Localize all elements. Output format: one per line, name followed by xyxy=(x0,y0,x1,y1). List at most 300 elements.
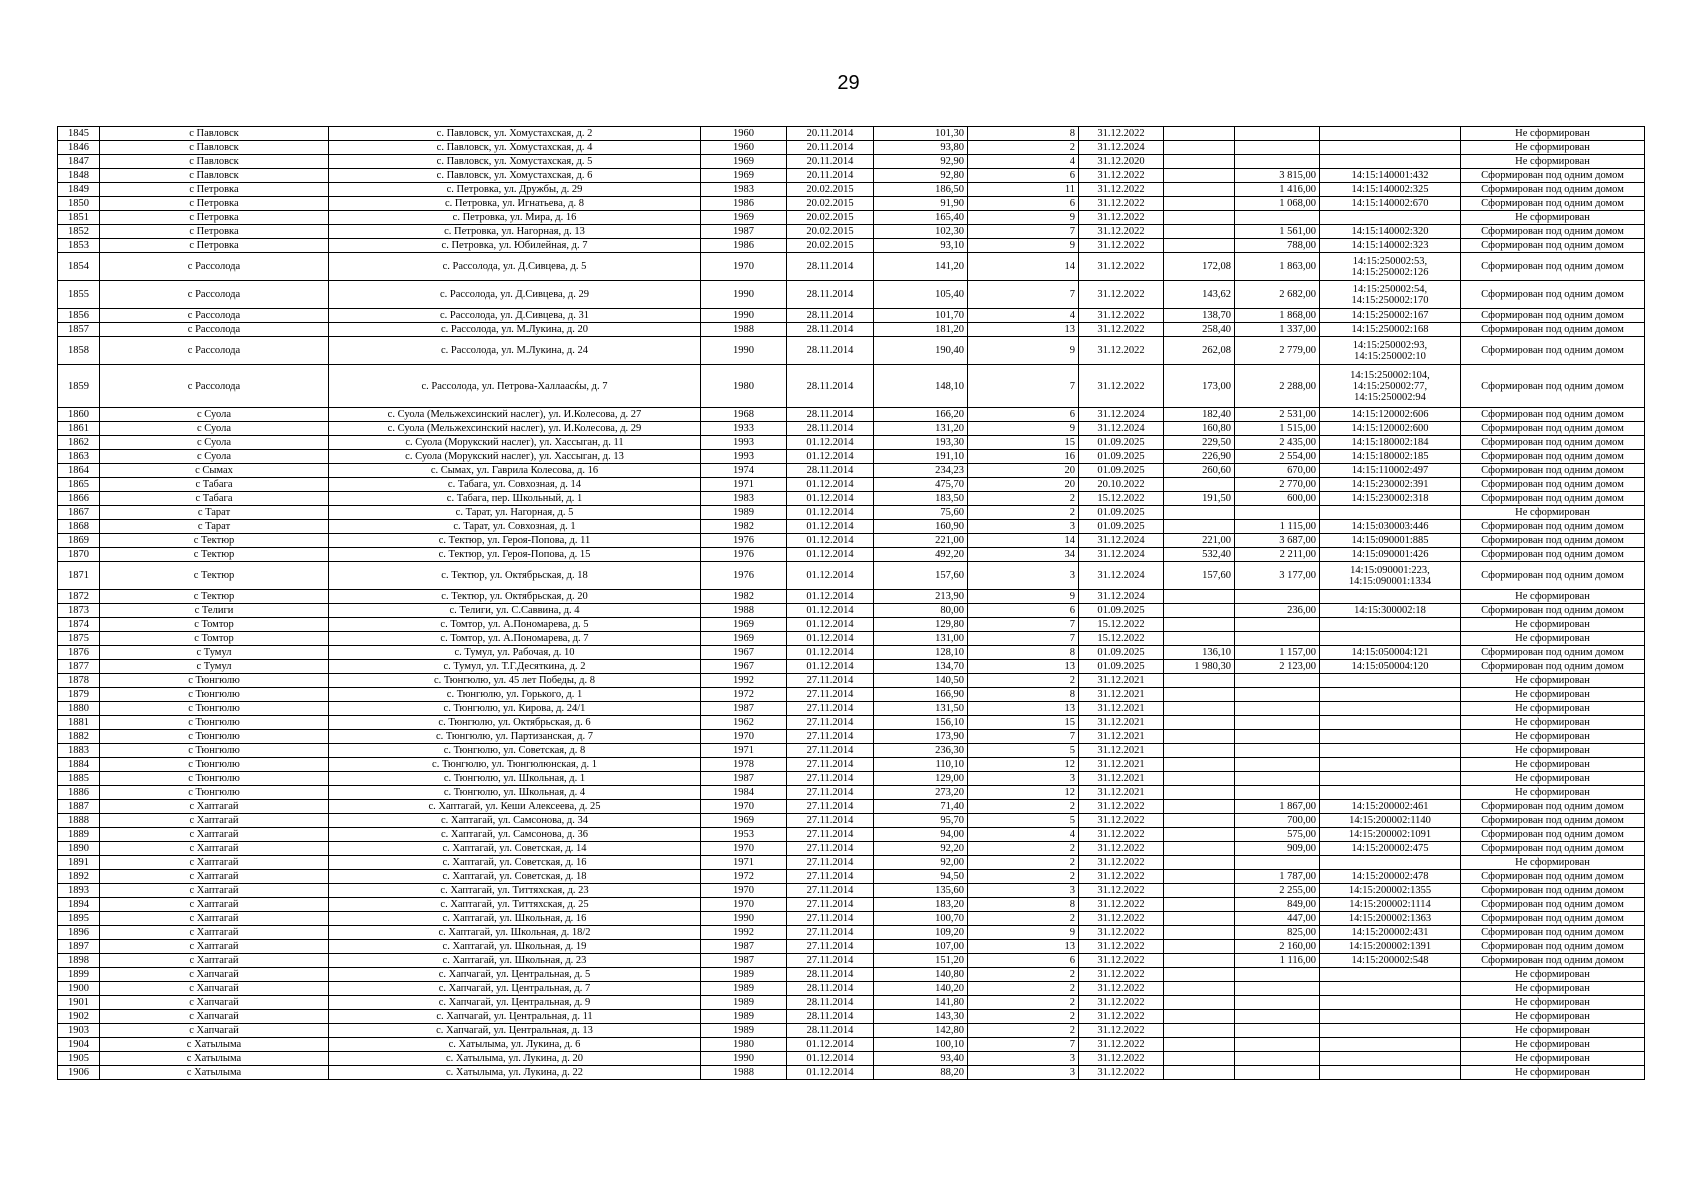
cell-living-area xyxy=(1164,688,1235,702)
cell-year-built: 1990 xyxy=(701,337,787,365)
cell-area: 181,20 xyxy=(874,323,968,337)
cell-land-plot-status: Сформирован под одним домом xyxy=(1461,926,1645,940)
cell-cadastral-number xyxy=(1320,968,1461,982)
cell-settlement: с Павловск xyxy=(100,155,329,169)
cell-inclusion-date: 20.11.2014 xyxy=(787,155,874,169)
cell-address: с. Хаптагай, ул. Советская, д. 14 xyxy=(329,842,701,856)
cell-inclusion-date: 28.11.2014 xyxy=(787,365,874,408)
cell-relocation-deadline: 31.12.2024 xyxy=(1079,422,1164,436)
cell-row-number: 1895 xyxy=(58,912,100,926)
cell-settlement: с Хапчагай xyxy=(100,1010,329,1024)
cell-land-plot-status: Сформирован под одним домом xyxy=(1461,225,1645,239)
cell-land-plot-status: Сформирован под одним домом xyxy=(1461,337,1645,365)
cell-cadastral-number xyxy=(1320,674,1461,688)
cell-inclusion-date: 28.11.2014 xyxy=(787,323,874,337)
cell-inclusion-date: 27.11.2014 xyxy=(787,954,874,968)
cell-land-plot-area: 3 687,00 xyxy=(1235,534,1320,548)
cell-cadastral-number: 14:15:180002:185 xyxy=(1320,450,1461,464)
cell-area: 131,00 xyxy=(874,632,968,646)
cell-inclusion-date: 01.12.2014 xyxy=(787,618,874,632)
cell-row-number: 1852 xyxy=(58,225,100,239)
cell-row-number: 1887 xyxy=(58,800,100,814)
cell-year-built: 1953 xyxy=(701,828,787,842)
cell-living-area: 157,60 xyxy=(1164,562,1235,590)
cell-residents-count: 3 xyxy=(968,1052,1079,1066)
cell-cadastral-number xyxy=(1320,1066,1461,1080)
cell-residents-count: 2 xyxy=(968,1024,1079,1038)
cell-year-built: 1983 xyxy=(701,492,787,506)
cell-living-area xyxy=(1164,604,1235,618)
cell-inclusion-date: 20.11.2014 xyxy=(787,127,874,141)
cell-cadastral-number: 14:15:200002:1363 xyxy=(1320,912,1461,926)
cell-land-plot-area: 2 779,00 xyxy=(1235,337,1320,365)
table-row xyxy=(58,197,1645,211)
cell-area: 475,70 xyxy=(874,478,968,492)
cell-relocation-deadline: 31.12.2022 xyxy=(1079,856,1164,870)
cell-row-number: 1894 xyxy=(58,898,100,912)
cell-inclusion-date: 28.11.2014 xyxy=(787,464,874,478)
cell-land-plot-status: Сформирован под одним домом xyxy=(1461,436,1645,450)
cell-settlement: с Тюнгюлю xyxy=(100,758,329,772)
cell-living-area xyxy=(1164,155,1235,169)
cell-living-area xyxy=(1164,632,1235,646)
table-row xyxy=(58,632,1645,646)
cell-land-plot-status: Не сформирован xyxy=(1461,744,1645,758)
table-row xyxy=(58,590,1645,604)
cell-cadastral-number: 14:15:200002:1114 xyxy=(1320,898,1461,912)
cell-living-area xyxy=(1164,758,1235,772)
table-row xyxy=(58,674,1645,688)
cell-residents-count: 4 xyxy=(968,155,1079,169)
table-row xyxy=(58,422,1645,436)
cell-cadastral-number: 14:15:120002:606 xyxy=(1320,408,1461,422)
cell-year-built: 1976 xyxy=(701,534,787,548)
cell-address: с. Петровка, ул. Мира, д. 16 xyxy=(329,211,701,225)
cell-residents-count: 2 xyxy=(968,968,1079,982)
cell-inclusion-date: 27.11.2014 xyxy=(787,702,874,716)
cell-area: 148,10 xyxy=(874,365,968,408)
cell-land-plot-area: 1 863,00 xyxy=(1235,253,1320,281)
cell-address: с. Тюнгюлю, ул. 45 лет Победы, д. 8 xyxy=(329,674,701,688)
cell-year-built: 1982 xyxy=(701,520,787,534)
cell-settlement: с Суола xyxy=(100,436,329,450)
cell-relocation-deadline: 31.12.2024 xyxy=(1079,408,1164,422)
table-row xyxy=(58,534,1645,548)
cell-relocation-deadline: 01.09.2025 xyxy=(1079,450,1164,464)
cell-living-area xyxy=(1164,842,1235,856)
cell-year-built: 1992 xyxy=(701,926,787,940)
cell-relocation-deadline: 31.12.2022 xyxy=(1079,253,1164,281)
cell-cadastral-number: 14:15:090001:885 xyxy=(1320,534,1461,548)
cell-year-built: 1968 xyxy=(701,408,787,422)
cell-year-built: 1971 xyxy=(701,744,787,758)
cell-row-number: 1892 xyxy=(58,870,100,884)
cell-relocation-deadline: 31.12.2022 xyxy=(1079,1066,1164,1080)
cell-cadastral-number xyxy=(1320,772,1461,786)
table-row xyxy=(58,127,1645,141)
cell-address: с. Тумул, ул. Т.Г.Десяткина, д. 2 xyxy=(329,660,701,674)
cell-year-built: 1986 xyxy=(701,197,787,211)
cell-address: с. Тюнгюлю, ул. Школьная, д. 1 xyxy=(329,772,701,786)
cell-land-plot-area xyxy=(1235,758,1320,772)
cell-settlement: с Хаптагай xyxy=(100,814,329,828)
cell-row-number: 1856 xyxy=(58,309,100,323)
cell-settlement: с Тюнгюлю xyxy=(100,772,329,786)
cell-settlement: с Рассолода xyxy=(100,309,329,323)
cell-land-plot-status: Сформирован под одним домом xyxy=(1461,253,1645,281)
cell-inclusion-date: 27.11.2014 xyxy=(787,828,874,842)
cell-year-built: 1960 xyxy=(701,127,787,141)
cell-living-area xyxy=(1164,141,1235,155)
cell-row-number: 1849 xyxy=(58,183,100,197)
cell-land-plot-area: 1 116,00 xyxy=(1235,954,1320,968)
cell-residents-count: 8 xyxy=(968,688,1079,702)
cell-inclusion-date: 28.11.2014 xyxy=(787,422,874,436)
cell-area: 236,30 xyxy=(874,744,968,758)
cell-address: с. Хапчагай, ул. Центральная, д. 9 xyxy=(329,996,701,1010)
cell-row-number: 1869 xyxy=(58,534,100,548)
cell-inclusion-date: 01.12.2014 xyxy=(787,548,874,562)
cell-residents-count: 12 xyxy=(968,758,1079,772)
cell-settlement: с Тумул xyxy=(100,646,329,660)
cell-residents-count: 11 xyxy=(968,183,1079,197)
cell-cadastral-number: 14:15:300002:18 xyxy=(1320,604,1461,618)
cell-cadastral-number: 14:15:140001:432 xyxy=(1320,169,1461,183)
cell-land-plot-area: 1 787,00 xyxy=(1235,870,1320,884)
cell-land-plot-area xyxy=(1235,730,1320,744)
cell-relocation-deadline: 31.12.2020 xyxy=(1079,155,1164,169)
cell-cadastral-number: 14:15:230002:391 xyxy=(1320,478,1461,492)
cell-address: с. Петровка, ул. Нагорная, д. 13 xyxy=(329,225,701,239)
cell-cadastral-number: 14:15:250002:167 xyxy=(1320,309,1461,323)
cell-cadastral-number xyxy=(1320,744,1461,758)
cell-cadastral-number xyxy=(1320,141,1461,155)
cell-address: с. Хаптагай, ул. Школьная, д. 16 xyxy=(329,912,701,926)
cell-land-plot-status: Сформирован под одним домом xyxy=(1461,870,1645,884)
cell-inclusion-date: 27.11.2014 xyxy=(787,772,874,786)
cell-area: 140,50 xyxy=(874,674,968,688)
cell-residents-count: 2 xyxy=(968,842,1079,856)
cell-living-area xyxy=(1164,618,1235,632)
cell-area: 93,10 xyxy=(874,239,968,253)
cell-cadastral-number: 14:15:250002:53, 14:15:250002:126 xyxy=(1320,253,1461,281)
cell-inclusion-date: 01.12.2014 xyxy=(787,632,874,646)
cell-land-plot-area: 2 435,00 xyxy=(1235,436,1320,450)
cell-year-built: 1984 xyxy=(701,786,787,800)
cell-cadastral-number: 14:15:090001:223, 14:15:090001:1334 xyxy=(1320,562,1461,590)
table-row xyxy=(58,211,1645,225)
cell-living-area xyxy=(1164,127,1235,141)
cell-settlement: с Хаптагай xyxy=(100,912,329,926)
cell-year-built: 1970 xyxy=(701,842,787,856)
cell-year-built: 1987 xyxy=(701,940,787,954)
cell-inclusion-date: 27.11.2014 xyxy=(787,940,874,954)
cell-settlement: с Хаптагай xyxy=(100,954,329,968)
cell-address: с. Хатылыма, ул. Лукина, д. 22 xyxy=(329,1066,701,1080)
cell-year-built: 1970 xyxy=(701,253,787,281)
cell-cadastral-number: 14:15:120002:600 xyxy=(1320,422,1461,436)
cell-row-number: 1861 xyxy=(58,422,100,436)
cell-land-plot-area: 700,00 xyxy=(1235,814,1320,828)
cell-relocation-deadline: 31.12.2021 xyxy=(1079,716,1164,730)
cell-inclusion-date: 20.11.2014 xyxy=(787,141,874,155)
cell-residents-count: 13 xyxy=(968,660,1079,674)
cell-address: с. Рассолода, ул. Д.Сивцева, д. 31 xyxy=(329,309,701,323)
cell-living-area: 229,50 xyxy=(1164,436,1235,450)
cell-living-area xyxy=(1164,968,1235,982)
cell-land-plot-area: 2 554,00 xyxy=(1235,450,1320,464)
cell-address: с. Суола (Мельжехсинский наслег), ул. И.Колесова, д. 27 xyxy=(329,408,701,422)
cell-area: 140,20 xyxy=(874,982,968,996)
cell-cadastral-number xyxy=(1320,1024,1461,1038)
cell-address: с. Томтор, ул. А.Пономарева, д. 5 xyxy=(329,618,701,632)
table-row xyxy=(58,365,1645,408)
cell-cadastral-number: 14:15:180002:184 xyxy=(1320,436,1461,450)
cell-living-area xyxy=(1164,183,1235,197)
cell-inclusion-date: 20.02.2015 xyxy=(787,183,874,197)
cell-inclusion-date: 01.12.2014 xyxy=(787,604,874,618)
cell-year-built: 1969 xyxy=(701,814,787,828)
cell-land-plot-status: Не сформирован xyxy=(1461,730,1645,744)
cell-land-plot-status: Сформирован под одним домом xyxy=(1461,239,1645,253)
table-row xyxy=(58,1024,1645,1038)
cell-land-plot-area xyxy=(1235,688,1320,702)
cell-settlement: с Рассолода xyxy=(100,281,329,309)
cell-year-built: 1976 xyxy=(701,562,787,590)
cell-settlement: с Тарат xyxy=(100,520,329,534)
cell-cadastral-number xyxy=(1320,1038,1461,1052)
cell-address: с. Хаптагай, ул. Школьная, д. 23 xyxy=(329,954,701,968)
cell-living-area: 260,60 xyxy=(1164,464,1235,478)
cell-residents-count: 8 xyxy=(968,646,1079,660)
page-number: 29 xyxy=(837,72,860,94)
cell-area: 92,20 xyxy=(874,842,968,856)
cell-cadastral-number: 14:15:250002:93, 14:15:250002:10 xyxy=(1320,337,1461,365)
cell-settlement: с Хаптагай xyxy=(100,940,329,954)
cell-living-area: 172,08 xyxy=(1164,253,1235,281)
cell-land-plot-status: Сформирован под одним домом xyxy=(1461,464,1645,478)
cell-settlement: с Тюнгюлю xyxy=(100,688,329,702)
cell-living-area xyxy=(1164,744,1235,758)
cell-row-number: 1859 xyxy=(58,365,100,408)
cell-living-area: 226,90 xyxy=(1164,450,1235,464)
cell-inclusion-date: 01.12.2014 xyxy=(787,520,874,534)
cell-year-built: 1990 xyxy=(701,1052,787,1066)
cell-relocation-deadline: 31.12.2022 xyxy=(1079,211,1164,225)
cell-relocation-deadline: 31.12.2022 xyxy=(1079,1038,1164,1052)
cell-row-number: 1900 xyxy=(58,982,100,996)
cell-land-plot-area xyxy=(1235,506,1320,520)
cell-address: с. Тюнгюлю, ул. Тюнгюлюнская, д. 1 xyxy=(329,758,701,772)
cell-residents-count: 6 xyxy=(968,408,1079,422)
table-row xyxy=(58,786,1645,800)
cell-settlement: с Тюнгюлю xyxy=(100,674,329,688)
cell-settlement: с Рассолода xyxy=(100,323,329,337)
cell-living-area xyxy=(1164,940,1235,954)
cell-relocation-deadline: 01.09.2025 xyxy=(1079,604,1164,618)
table-row xyxy=(58,506,1645,520)
cell-inclusion-date: 01.12.2014 xyxy=(787,562,874,590)
cell-address: с. Суола (Морукский наслег), ул. Хассыган, д. 13 xyxy=(329,450,701,464)
table-row xyxy=(58,940,1645,954)
cell-relocation-deadline: 01.09.2025 xyxy=(1079,660,1164,674)
cell-cadastral-number: 14:15:250002:104, 14:15:250002:77, 14:15:250002:94 xyxy=(1320,365,1461,408)
cell-year-built: 1970 xyxy=(701,730,787,744)
cell-relocation-deadline: 31.12.2024 xyxy=(1079,534,1164,548)
cell-relocation-deadline: 31.12.2022 xyxy=(1079,127,1164,141)
cell-area: 234,23 xyxy=(874,464,968,478)
cell-residents-count: 15 xyxy=(968,716,1079,730)
table-row xyxy=(58,225,1645,239)
cell-cadastral-number xyxy=(1320,758,1461,772)
cell-residents-count: 7 xyxy=(968,632,1079,646)
cell-living-area: 138,70 xyxy=(1164,309,1235,323)
cell-living-area xyxy=(1164,590,1235,604)
cell-inclusion-date: 20.02.2015 xyxy=(787,225,874,239)
cell-address: с. Хаптагай, ул. Советская, д. 16 xyxy=(329,856,701,870)
table-row xyxy=(58,492,1645,506)
cell-address: с. Хатылыма, ул. Лукина, д. 6 xyxy=(329,1038,701,1052)
cell-area: 191,10 xyxy=(874,450,968,464)
cell-inclusion-date: 01.12.2014 xyxy=(787,1066,874,1080)
cell-relocation-deadline: 31.12.2022 xyxy=(1079,183,1164,197)
cell-land-plot-status: Не сформирован xyxy=(1461,968,1645,982)
cell-land-plot-status: Сформирован под одним домом xyxy=(1461,169,1645,183)
cell-area: 166,20 xyxy=(874,408,968,422)
cell-area: 101,70 xyxy=(874,309,968,323)
cell-living-area xyxy=(1164,506,1235,520)
cell-inclusion-date: 27.11.2014 xyxy=(787,730,874,744)
cell-row-number: 1898 xyxy=(58,954,100,968)
cell-row-number: 1873 xyxy=(58,604,100,618)
cell-relocation-deadline: 01.09.2025 xyxy=(1079,646,1164,660)
table-row xyxy=(58,744,1645,758)
cell-year-built: 1971 xyxy=(701,478,787,492)
cell-address: с. Суола (Морукский наслег), ул. Хассыган, д. 11 xyxy=(329,436,701,450)
cell-land-plot-area xyxy=(1235,1038,1320,1052)
cell-row-number: 1896 xyxy=(58,926,100,940)
cell-inclusion-date: 27.11.2014 xyxy=(787,870,874,884)
housing-registry-table xyxy=(57,126,1645,1080)
cell-address: с. Сымах, ул. Гаврила Колесова, д. 16 xyxy=(329,464,701,478)
cell-area: 92,00 xyxy=(874,856,968,870)
table-row xyxy=(58,281,1645,309)
table-row xyxy=(58,856,1645,870)
cell-residents-count: 2 xyxy=(968,982,1079,996)
table-row xyxy=(58,884,1645,898)
cell-settlement: с Петровка xyxy=(100,183,329,197)
cell-living-area xyxy=(1164,478,1235,492)
cell-cadastral-number xyxy=(1320,856,1461,870)
cell-land-plot-area xyxy=(1235,716,1320,730)
cell-cadastral-number: 14:15:200002:475 xyxy=(1320,842,1461,856)
cell-settlement: с Хатылыма xyxy=(100,1066,329,1080)
cell-relocation-deadline: 31.12.2021 xyxy=(1079,674,1164,688)
cell-area: 101,30 xyxy=(874,127,968,141)
cell-land-plot-status: Сформирован под одним домом xyxy=(1461,450,1645,464)
cell-land-plot-area xyxy=(1235,674,1320,688)
table-row xyxy=(58,239,1645,253)
cell-inclusion-date: 27.11.2014 xyxy=(787,758,874,772)
cell-land-plot-status: Не сформирован xyxy=(1461,856,1645,870)
cell-settlement: с Хаптагай xyxy=(100,828,329,842)
cell-area: 129,80 xyxy=(874,618,968,632)
cell-row-number: 1899 xyxy=(58,968,100,982)
cell-settlement: с Суола xyxy=(100,450,329,464)
cell-settlement: с Тектюр xyxy=(100,548,329,562)
cell-area: 151,20 xyxy=(874,954,968,968)
table-row xyxy=(58,926,1645,940)
cell-cadastral-number: 14:15:200002:431 xyxy=(1320,926,1461,940)
cell-row-number: 1906 xyxy=(58,1066,100,1080)
cell-settlement: с Томтор xyxy=(100,618,329,632)
cell-residents-count: 5 xyxy=(968,744,1079,758)
cell-address: с. Хаптагай, ул. Кеши Алексеева, д. 25 xyxy=(329,800,701,814)
cell-land-plot-area: 2 682,00 xyxy=(1235,281,1320,309)
cell-relocation-deadline: 31.12.2022 xyxy=(1079,800,1164,814)
cell-year-built: 1993 xyxy=(701,436,787,450)
cell-row-number: 1853 xyxy=(58,239,100,253)
cell-year-built: 1987 xyxy=(701,772,787,786)
cell-row-number: 1868 xyxy=(58,520,100,534)
cell-cadastral-number: 14:15:140002:670 xyxy=(1320,197,1461,211)
cell-land-plot-status: Сформирован под одним домом xyxy=(1461,604,1645,618)
cell-cadastral-number xyxy=(1320,127,1461,141)
cell-inclusion-date: 20.02.2015 xyxy=(787,211,874,225)
cell-area: 157,60 xyxy=(874,562,968,590)
cell-row-number: 1884 xyxy=(58,758,100,772)
cell-land-plot-area xyxy=(1235,772,1320,786)
cell-relocation-deadline: 31.12.2022 xyxy=(1079,1010,1164,1024)
cell-area: 107,00 xyxy=(874,940,968,954)
cell-land-plot-status: Не сформирован xyxy=(1461,211,1645,225)
registry-body xyxy=(58,127,1645,1080)
cell-cadastral-number xyxy=(1320,730,1461,744)
cell-address: с. Тюнгюлю, ул. Школьная, д. 4 xyxy=(329,786,701,800)
cell-cadastral-number: 14:15:250002:168 xyxy=(1320,323,1461,337)
cell-living-area xyxy=(1164,225,1235,239)
cell-settlement: с Петровка xyxy=(100,225,329,239)
cell-year-built: 1988 xyxy=(701,604,787,618)
cell-residents-count: 9 xyxy=(968,239,1079,253)
cell-relocation-deadline: 31.12.2024 xyxy=(1079,562,1164,590)
cell-address: с. Тектюр, ул. Октябрьская, д. 18 xyxy=(329,562,701,590)
cell-year-built: 1972 xyxy=(701,688,787,702)
cell-row-number: 1871 xyxy=(58,562,100,590)
cell-residents-count: 3 xyxy=(968,772,1079,786)
cell-year-built: 1972 xyxy=(701,870,787,884)
cell-land-plot-status: Сформирован под одним домом xyxy=(1461,912,1645,926)
cell-settlement: с Хаптагай xyxy=(100,884,329,898)
cell-row-number: 1875 xyxy=(58,632,100,646)
cell-land-plot-status: Сформирован под одним домом xyxy=(1461,800,1645,814)
cell-residents-count: 9 xyxy=(968,590,1079,604)
cell-relocation-deadline: 15.12.2022 xyxy=(1079,618,1164,632)
table-row xyxy=(58,1066,1645,1080)
cell-area: 95,70 xyxy=(874,814,968,828)
cell-address: с. Рассолода, ул. М.Лукина, д. 24 xyxy=(329,337,701,365)
cell-residents-count: 15 xyxy=(968,436,1079,450)
cell-settlement: с Хатылыма xyxy=(100,1038,329,1052)
cell-year-built: 1987 xyxy=(701,702,787,716)
cell-residents-count: 7 xyxy=(968,365,1079,408)
cell-living-area xyxy=(1164,926,1235,940)
cell-address: с. Хапчагай, ул. Центральная, д. 7 xyxy=(329,982,701,996)
cell-settlement: с Тюнгюлю xyxy=(100,786,329,800)
cell-land-plot-area: 1 115,00 xyxy=(1235,520,1320,534)
cell-inclusion-date: 01.12.2014 xyxy=(787,478,874,492)
table-row xyxy=(58,800,1645,814)
